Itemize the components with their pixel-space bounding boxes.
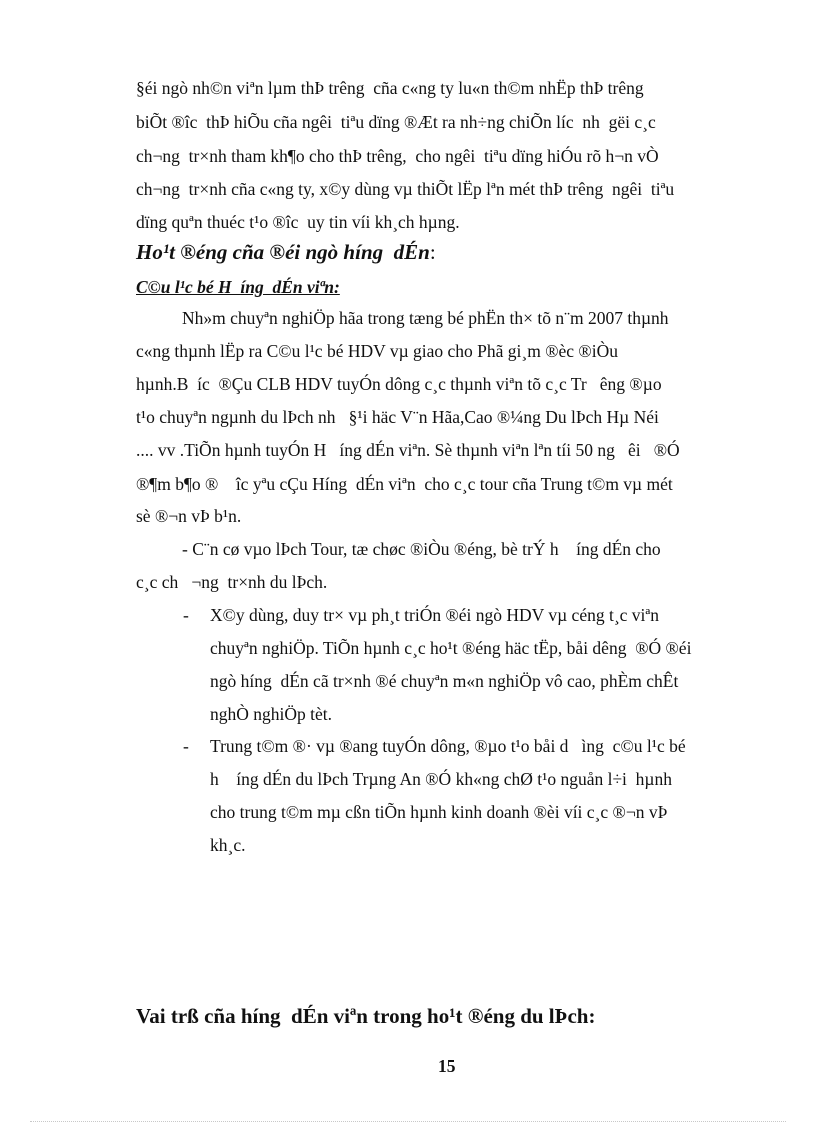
page-bottom-rule bbox=[30, 1121, 786, 1122]
paragraph-line: .... vv .TiÕn hµnh tuyÓn H íng dÉn viªn. Sè thµnh viªn lªn tíi 50 ng êi ®Ó bbox=[136, 440, 680, 460]
section-heading-colon: : bbox=[429, 240, 436, 264]
list-item-marker: - bbox=[183, 736, 189, 756]
paragraph-line: c«ng thµnh lËp ra C©u l¹c bé HDV vµ giao cho Phã gi¸m ®èc ®iÒu bbox=[136, 341, 618, 361]
section-heading bbox=[136, 240, 436, 265]
section-heading-text: Ho¹t ®éng cña ®éi ngò híng dÉn bbox=[136, 240, 430, 264]
list-item-line: h íng dÉn du lÞch Trµng An ®Ó kh«ng chØ t¹o nguån l÷i hµnh bbox=[210, 769, 673, 789]
paragraph-line: biÕt ®îc thÞ hiÕu cña ngêi tiªu dïng ®Æt ra nh÷ng chiÕn líc nh gëi c¸c bbox=[136, 112, 656, 132]
paragraph-line: sè ®¬n vÞ b¹n. bbox=[136, 506, 242, 526]
paragraph-line: ®¶m b¶o ® îc yªu cÇu Híng dÉn viªn cho c¸c tour cña Trung t©m vµ mét bbox=[136, 474, 673, 494]
paragraph-line: ch¬ng tr×nh cña c«ng ty, x©y dùng vµ thiÕt lËp lªn mét thÞ trêng ngêi tiªu bbox=[136, 179, 675, 199]
paragraph-line: ch¬ng tr×nh tham kh¶o cho thÞ trêng, cho ngêi tiªu dïng hiÓu rõ h¬n vÒ bbox=[136, 146, 659, 166]
subsection-heading: C©u l¹c bé H íng dÉn viªn: bbox=[136, 277, 340, 297]
paragraph-line: hµnh.B íc ®Çu CLB HDV tuyÓn dông c¸c thµnh viªn tõ c¸c Tr êng ®µo bbox=[136, 374, 662, 394]
page-number: 15 bbox=[438, 1056, 456, 1076]
list-item-line: ngò híng dÉn cã tr×nh ®é chuyªn m«n nghiÖp vô cao, phÈm chÊt bbox=[210, 671, 679, 691]
list-item-line: c¸c ch ¬ng tr×nh du lÞch. bbox=[136, 572, 328, 592]
list-item-marker: - bbox=[183, 605, 189, 625]
list-item-line: - C¨n cø vµo lÞch Tour, tæ chøc ®iÒu ®éng, bè trÝ h íng dÉn cho bbox=[182, 539, 661, 559]
list-item-line: Trung t©m ®· vµ ®ang tuyÓn dông, ®µo t¹o båi d ìng c©u l¹c bé bbox=[210, 736, 686, 756]
list-item-line: nghÒ nghiÖp tèt. bbox=[210, 704, 333, 724]
list-item-line: kh¸c. bbox=[210, 835, 246, 855]
section-heading: Vai trß cña híng dÉn viªn trong ho¹t ®éng du lÞch: bbox=[136, 1004, 596, 1028]
paragraph-line: Nh»m chuyªn nghiÖp hãa trong tæng bé phËn th× tõ n¨m 2007 thµnh bbox=[182, 308, 669, 328]
paragraph-line: §éi ngò nh©n viªn lµm thÞ trêng cña c«ng ty lu«n th©m nhËp thÞ trêng bbox=[136, 78, 644, 98]
paragraph-line: t¹o chuyªn ngµnh du lÞch nh §¹i häc V¨n Hãa,Cao ®¼ng Du lÞch Hµ Néi bbox=[136, 407, 659, 427]
list-item-line: cho trung t©m mµ cßn tiÕn hµnh kinh doanh ®èi víi c¸c ®¬n vÞ bbox=[210, 802, 668, 822]
paragraph-line: dïng quªn thuéc t¹o ®îc uy tin víi kh¸ch hµng. bbox=[136, 212, 460, 232]
list-item-line: chuyªn nghiÖp. TiÕn hµnh c¸c ho¹t ®éng häc tËp, båi dêng ®Ó ®éi bbox=[210, 638, 692, 658]
list-item-line: X©y dùng, duy tr× vµ ph¸t triÓn ®éi ngò HDV vµ céng t¸c viªn bbox=[210, 605, 659, 625]
